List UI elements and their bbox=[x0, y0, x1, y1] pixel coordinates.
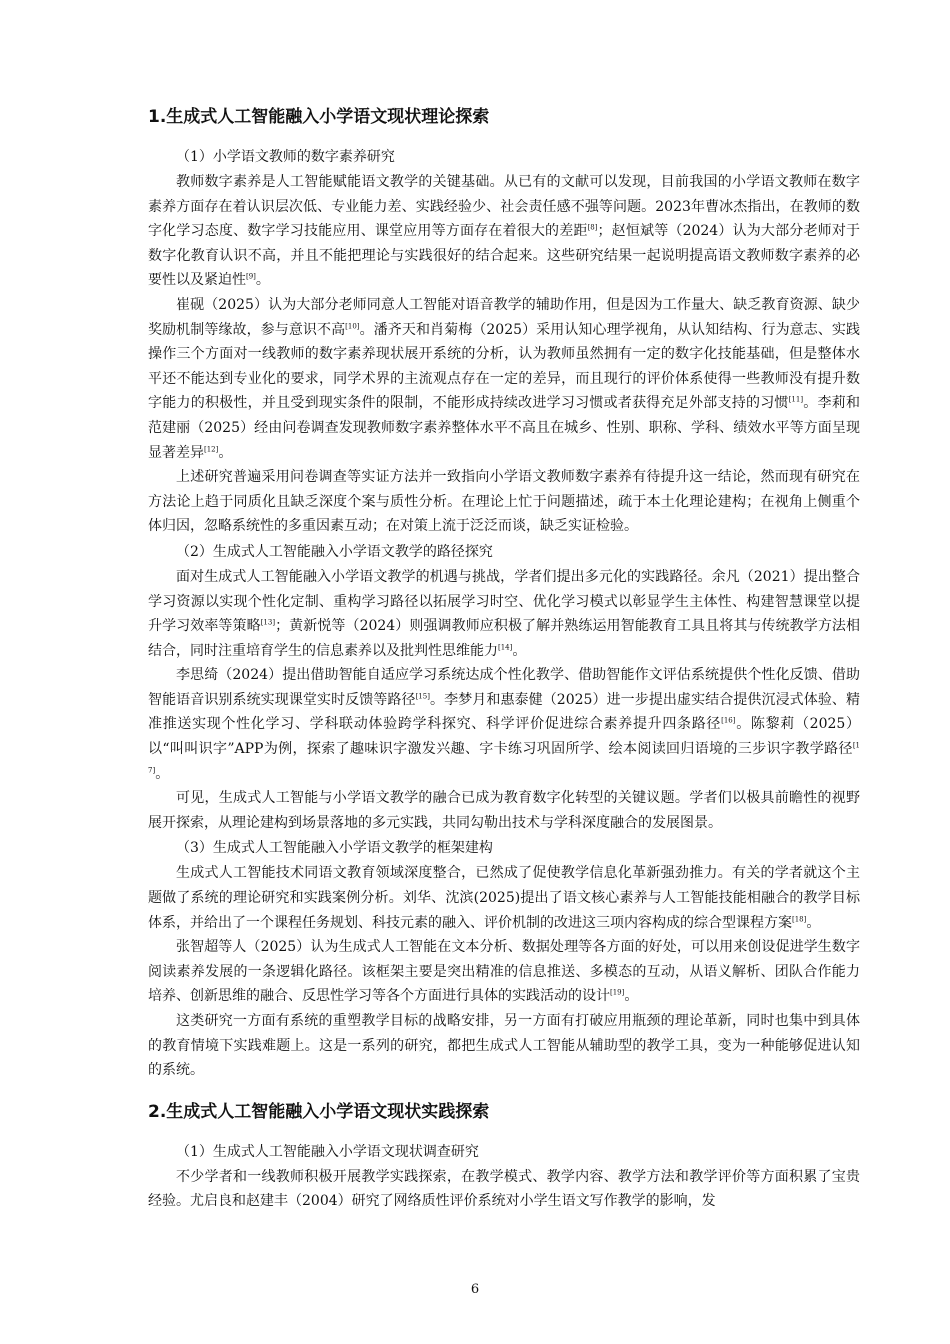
subsection-heading: （3）生成式人工智能融入小学语文教学的框架建构 bbox=[176, 840, 493, 857]
paragraph bbox=[148, 565, 860, 663]
citation-reference: [16] bbox=[721, 716, 736, 725]
paragraph bbox=[148, 935, 860, 1009]
paragraph bbox=[148, 786, 860, 835]
citation-reference: [10] bbox=[345, 321, 360, 330]
citation-reference: [15] bbox=[415, 692, 430, 701]
page-content bbox=[148, 100, 860, 1214]
paragraph bbox=[148, 861, 860, 935]
section-title: 1.生成式人工智能融入小学语文现状理论探索 bbox=[148, 107, 490, 127]
paragraph-text: 。 bbox=[512, 642, 527, 659]
paragraph-text: 。李莉和范建丽（2025）经由问卷调查发现教师数字素养整体水平不高且在城乡、性别、职称、学科、绩效水平等方面呈现显著差异 bbox=[148, 395, 861, 461]
paragraph-text: 李思绮（2024）提出借助智能自适应学习系统达成个性化教学、借助智能作文评估系统提供个性化反馈、借助智能语音识别系统实现课堂实时反馈等路径 bbox=[148, 667, 860, 708]
paragraph-text: 。 bbox=[624, 988, 639, 1005]
paragraph bbox=[148, 465, 860, 539]
paragraph-text: 。潘齐天和肖菊梅（2025）采用认知心理学视角，从认知结构、行为意志、实践操作三个方面对一线教师的数字素养现状展开系统的分析，认为教师虽然拥有一定的数字化技能基础，但是整体水平还不能达到专业化的要求，同学术界的主流观点存在一定的差异，而且现行的评价体系使得一些教师没有提升数字能力的积极性，并且受到现实条件的限制，不能形成持续改进学习习惯或者获得充足外部支持的习惯 bbox=[148, 321, 860, 412]
paragraph bbox=[148, 170, 860, 293]
section-theory bbox=[148, 104, 860, 1083]
paragraph-text: 。 bbox=[155, 765, 170, 782]
page-number: 6 bbox=[470, 1282, 480, 1297]
paragraph-text: 。 bbox=[218, 444, 233, 461]
subsection-heading: （1）小学语文教师的数字素养研究 bbox=[176, 149, 395, 165]
paragraph-text: 。 bbox=[806, 914, 821, 931]
subsection-heading: （2）生成式人工智能融入小学语文教学的路径探究 bbox=[176, 543, 493, 560]
paragraph-text: 不少学者和一线教师积极开展教学实践探索，在教学模式、教学内容、教学方法和教学评价等方面积累了宝贵经验。尤启良和赵建丰（2004）研究了网络质性评价系统对小学生语文写作教学的影响，发 bbox=[148, 1168, 860, 1210]
paragraph-text: 。李梦月和惠泰健（2025）进一步提出虚实结合提供沉浸式体验、精准推送实现个性化学习、学科联动体验跨学科探究、科学评价促进综合素养提升四条路径 bbox=[148, 691, 860, 733]
paragraph bbox=[148, 293, 860, 465]
paragraph-text: 张智超等人（2025）认为生成式人工智能在文本分析、数据处理等各方面的好处，可以用来创设促进学生数字阅读素养发展的一条逻辑化路径。该框架主要是突出精准的信息推送、多模态的互动，从语义解析、团队合作能力培养、创新思维的融合、反思性学习等各个方面进行具体的实践活动的设计 bbox=[148, 939, 860, 1005]
paragraph bbox=[148, 663, 860, 786]
citation-reference: [18] bbox=[792, 914, 807, 923]
citation-reference: [8] bbox=[587, 223, 598, 232]
paragraph-text: 这类研究一方面有系统的重塑教学目标的战略安排，另一方面有打破应用瓶颈的理论革新，同时也集中到具体的教育情境下实践难题上。这是一系列的研究，都把生成式人工智能从辅助型的教学工具，变为一种能够促进认知的系统。 bbox=[148, 1013, 860, 1079]
paragraph-text: 崔砚（2025）认为大部分老师同意人工智能对语音教学的辅助作用，但是因为工作量大、缺乏教育资源、缺少奖励机制等缘故，参与意识不高 bbox=[148, 296, 860, 338]
paragraph-text: 生成式人工智能技术同语文教育领域深度整合，已然成了促使教学信息化革新强劲推力。有关的学者就这个主题做了系统的理论研究和实践案例分析。刘华、沈滨(2025)提出了语文核心素养与人工智能技能相融合的教学目标体系，并给出了一个课程任务规划、科技元素的融入、评价机制的改进这三项内容构成的综合型课程方案 bbox=[148, 865, 860, 931]
paragraph bbox=[148, 1165, 860, 1214]
section-title: 2.生成式人工智能融入小学语文现状实践探索 bbox=[148, 1101, 490, 1122]
citation-reference: [14] bbox=[498, 643, 513, 652]
paragraph-text: ；黄新悦等（2024）则强调教师应积极了解并熟练运用智能教育工具且将其与传统教学方法相结合，同时注重培育学生的信息素养以及批判性思维能力 bbox=[148, 618, 860, 659]
paragraph-text: 可见，生成式人工智能与小学语文教学的融合已成为教育数字化转型的关键议题。学者们以极具前瞻性的视野展开探索，从理论建构到场景落地的多元实践，共同勾勒出技术与学科深度融合的发展图景。 bbox=[148, 790, 860, 831]
citation-reference: [19] bbox=[610, 988, 625, 997]
citation-reference: [17] bbox=[148, 741, 860, 774]
paragraph-text: 面对生成式人工智能融入小学语文教学的机遇与挑战，学者们提出多元化的实践路径。余凡（2021）提出整合学习资源以实现个性化定制、重构学习路径以拓展学习时空、优化学习模式以彰显学生主体性、构建智慧课堂以提升学习效率等策略 bbox=[148, 568, 860, 635]
paragraph-text: 。 bbox=[255, 272, 270, 289]
citation-reference: [11] bbox=[788, 395, 804, 404]
subsection-heading: （1）生成式人工智能融入小学语文现状调查研究 bbox=[176, 1143, 479, 1160]
citation-reference: [12] bbox=[204, 444, 219, 453]
citation-reference: [9] bbox=[246, 272, 256, 281]
citation-reference: [13] bbox=[260, 618, 276, 627]
paragraph-text: ；赵恒斌等（2024）认为大部分老师对于数字化教育认识不高，并且不能把理论与实践很好的结合起来。这些研究结果一起说明提高语文教师数字素养的必要性以及紧迫性 bbox=[148, 223, 861, 289]
paragraph bbox=[148, 1009, 860, 1083]
paragraph-text: 上述研究普遍采用问卷调查等实证方法并一致指向小学语文教师数字素养有待提升这一结论，然而现有研究在方法论上趋于同质化且缺乏深度个案与质性分析。在理论上忙于问题描述，疏于本土化理论建构；在视角上侧重个体归因，忽略系统性的多重因素互动；在对策上流于泛泛而谈，缺乏实证检验。 bbox=[148, 469, 860, 535]
section-practice bbox=[148, 1099, 860, 1214]
paragraph-text: 教师数字素养是人工智能赋能语文教学的关键基础。从已有的文献可以发现，目前我国的小学语文教师在数字素养方面存在着认识层次低、专业能力差、实践经验少、社会责任感不强等问题。2023年曹冰杰指出，在教师的数字化学习态度、数字学习技能应用、课堂应用等方面存在着很大的差距 bbox=[148, 174, 860, 240]
paragraph-text: 。陈黎莉（2025）以“叫叫识字”APP为例，探索了趣味识字激发兴趣、字卡练习巩固所学、绘本阅读回归语境的三步识字教学路径 bbox=[148, 716, 860, 758]
